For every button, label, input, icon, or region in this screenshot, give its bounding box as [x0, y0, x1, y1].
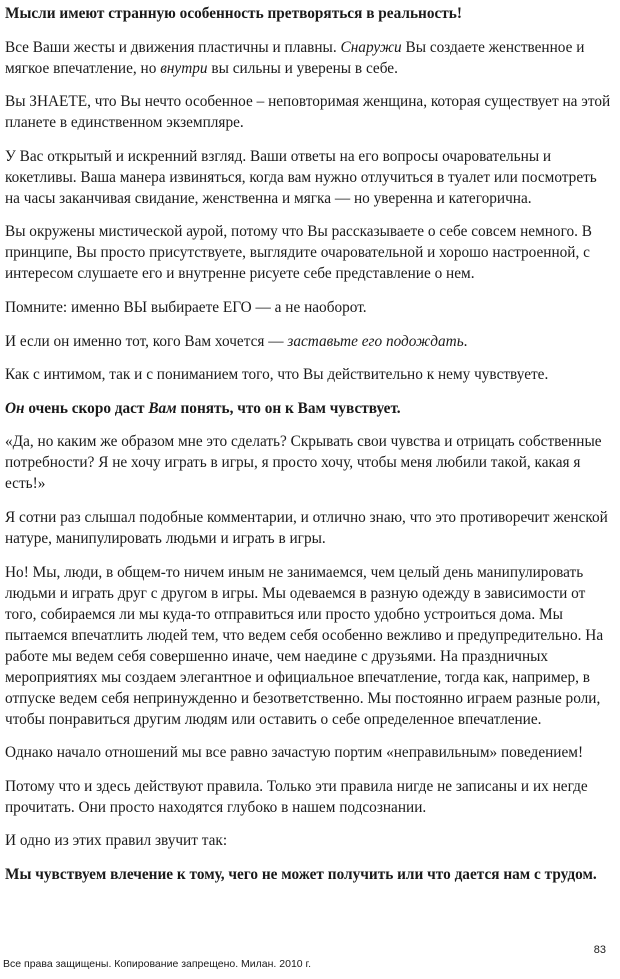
paragraph-comments: Я сотни раз слышал подобные комментарии, и отлично знаю, что это противоречит женской натуре, манипулировать людьми и играть в игры. — [5, 508, 608, 547]
emphasis-he: Он — [5, 399, 25, 417]
page-content — [5, 0, 611, 898]
emphasis-you: Вам — [148, 399, 177, 417]
paragraph-quote: «Да, но каким же образом мне это сделать? Скрывать свои чувства и отрицать собственные потребности? Я не хочу играть в игры, я просто хочу, чтобы меня любили такой, какая я есть!» — [5, 433, 602, 493]
text-span: понять, что он к Вам чувствует. — [176, 399, 401, 417]
paragraph-mystic-aura: Вы окружены мистической аурой, потому что Вы рассказываете о себе совсем немного. В принципе, Вы просто присутствуете, выглядите очаровательной и хорошо настроенной, с интересом слушаете его и внутренне рисуете себе представление о нем. — [5, 223, 592, 283]
page-title: Мысли имеют странную особенность претворяться в реальность! — [5, 5, 462, 22]
paragraph-attraction-rule — [5, 864, 611, 885]
text-span: И если он именно тот, кого Вам хочется — — [5, 332, 288, 350]
paragraph-remember: Помните: именно ВЫ выбираете ЕГО — а не наоборот. — [5, 298, 367, 316]
text-span: вы сильны и уверены в себе. — [207, 59, 398, 77]
paragraph-manipulation: Но! Мы, люди, в общем-то ничем иным не занимаемся, чем целый день манипулировать людьми и играть друг с другом в игры. Мы одеваемся в разную одежду в зависимости от того, собираемся ли мы куда-то отправиться или просто удобно устроиться дома. Мы пытаемся впечатлить людей тем, что ведем себя особенно вежливо и предупредительно. На работе мы ведем себя совершенно иначе, чем наедине с друзьями. На праздничных мероприятиях мы создаем элегантное и официальное впечатление, тогда как, например, в отпуске ведем себя непринужденно и безответственно. Мы постоянно играем разные роли, чтобы понравиться другим людям или оставить о себе определенное впечатление. — [5, 563, 604, 728]
bold-rule: Мы чувствуем влечение к тому, чего не может получить или что дается нам с трудом. — [5, 865, 597, 883]
text-span: Вы создаете женственное и мягкое впечатление, но — [5, 38, 585, 77]
paragraph-relationships: Однако начало отношений мы все равно зачастую портим «неправильным» поведением! — [5, 744, 584, 762]
paragraph-open-gaze: У Вас открытый и искренний взгляд. Ваши ответы на его вопросы очаровательны и кокетливы. Ваша манера извиняться, когда вам нужно отлучиться в туалет или посмотреть на часы заканчивая свидание, женственна и мягка — но уверенна и категорична. — [5, 147, 597, 207]
text-span: очень скоро даст — [24, 399, 149, 417]
paragraph-special: Вы ЗНАЕТЕ, что Вы нечто особенное – неповторимая женщина, которая существует на этой планете в единственном экземпляре. — [5, 93, 611, 132]
emphasis-inside: внутри — [160, 59, 208, 77]
text-span: Все Ваши жесты и движения пластичны и плавны. — [5, 38, 341, 56]
paragraph-gestures — [5, 37, 611, 79]
paragraph-intimacy: Как с интимом, так и с пониманием того, что Вы действительно к нему чувствуете. — [5, 366, 549, 384]
emphasis-wait: заставьте его подождать — [287, 332, 464, 350]
emphasis-outside: Снаружи — [340, 38, 402, 56]
paragraph-rules: Потому что и здесь действуют правила. Только эти правила нигде не записаны и их негде прочитать. Они просто находятся глубоко в нашем подсознании. — [5, 777, 588, 816]
footer-copyright: Все права защищены. Копирование запрещено. Милан. 2010 г. — [3, 958, 312, 970]
paragraph-one-rule: И одно из этих правил звучит так: — [5, 832, 228, 850]
paragraph-he-will-show — [5, 398, 611, 419]
page-number: 83 — [593, 944, 606, 956]
text-span: . — [463, 332, 468, 350]
paragraph-make-him-wait — [5, 331, 611, 352]
